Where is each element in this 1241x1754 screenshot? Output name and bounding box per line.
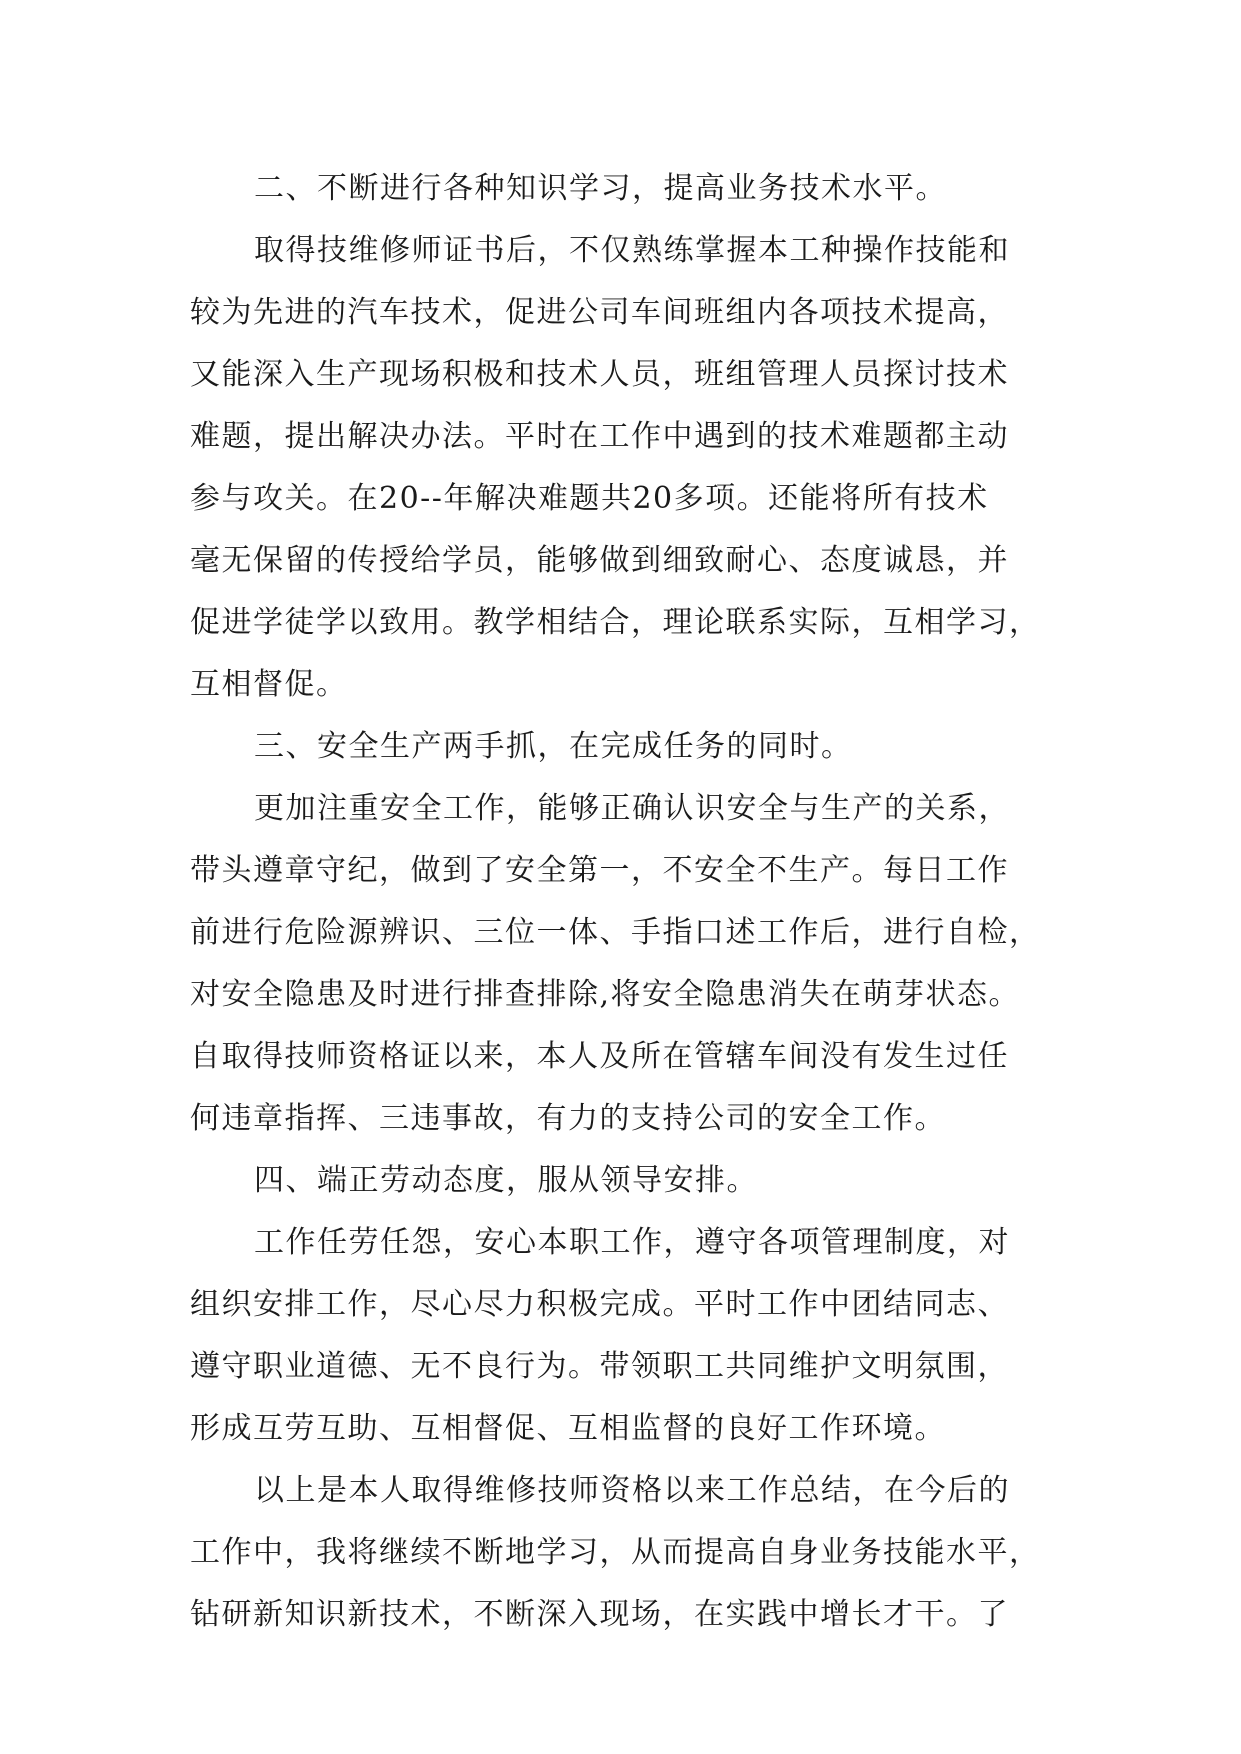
- paragraph-line: 参与攻关。在20--年解决难题共20多项。还能将所有技术: [190, 481, 989, 516]
- paragraph-line: 工作任劳任怨，安心本职工作，遵守各项管理制度，对: [254, 1225, 1010, 1260]
- paragraph-line: 又能深入生产现场积极和技术人员，班组管理人员探讨技术: [190, 357, 1009, 392]
- section-heading-3: 三、安全生产两手抓，在完成任务的同时。: [254, 729, 853, 764]
- paragraph-line: 组织安排工作，尽心尽力积极完成。平时工作中团结同志、: [190, 1287, 1009, 1322]
- paragraph-line: 自取得技师资格证以来，本人及所在管辖车间没有发生过任: [190, 1039, 1009, 1074]
- paragraph-line: 钻研新知识新技术，不断深入现场，在实践中增长才干。了: [190, 1597, 1009, 1632]
- paragraph-line: 何违章指挥、三违事故，有力的支持公司的安全工作。: [190, 1101, 946, 1136]
- document-body: [190, 158, 1070, 1646]
- paragraph-line: 互相督促。: [190, 667, 348, 702]
- paragraph-line: 对安全隐患及时进行排查排除,将安全隐患消失在萌芽状态。: [190, 977, 1021, 1012]
- paragraph-line: 毫无保留的传授给学员，能够做到细致耐心、态度诚恳，并: [190, 543, 1009, 578]
- paragraph-line: 遵守职业道德、无不良行为。带领职工共同维护文明氛围，: [190, 1349, 1009, 1384]
- paragraph-line: 促进学徒学以致用。教学相结合，理论联系实际，互相学习，: [190, 605, 1041, 640]
- paragraph-line: 取得技维修师证书后，不仅熟练掌握本工种操作技能和: [254, 233, 1010, 268]
- section-heading-4: 四、端正劳动态度，服从领导安排。: [254, 1163, 758, 1198]
- section-heading-2: 二、不断进行各种知识学习，提高业务技术水平。: [254, 171, 947, 206]
- paragraph-line: 难题，提出解决办法。平时在工作中遇到的技术难题都主动: [190, 419, 1009, 454]
- paragraph-line: 更加注重安全工作，能够正确认识安全与生产的关系，: [254, 791, 1010, 826]
- paragraph-line: 带头遵章守纪，做到了安全第一，不安全不生产。每日工作: [190, 853, 1009, 888]
- paragraph-line: 工作中，我将继续不断地学习，从而提高自身业务技能水平，: [190, 1535, 1041, 1570]
- paragraph-line: 前进行危险源辨识、三位一体、手指口述工作后，进行自检，: [190, 915, 1041, 950]
- paragraph-line: 以上是本人取得维修技师资格以来工作总结，在今后的: [254, 1473, 1010, 1508]
- paragraph-line: 较为先进的汽车技术，促进公司车间班组内各项技术提高，: [190, 295, 1009, 330]
- paragraph-line: 形成互劳互助、互相督促、互相监督的良好工作环境。: [190, 1411, 946, 1446]
